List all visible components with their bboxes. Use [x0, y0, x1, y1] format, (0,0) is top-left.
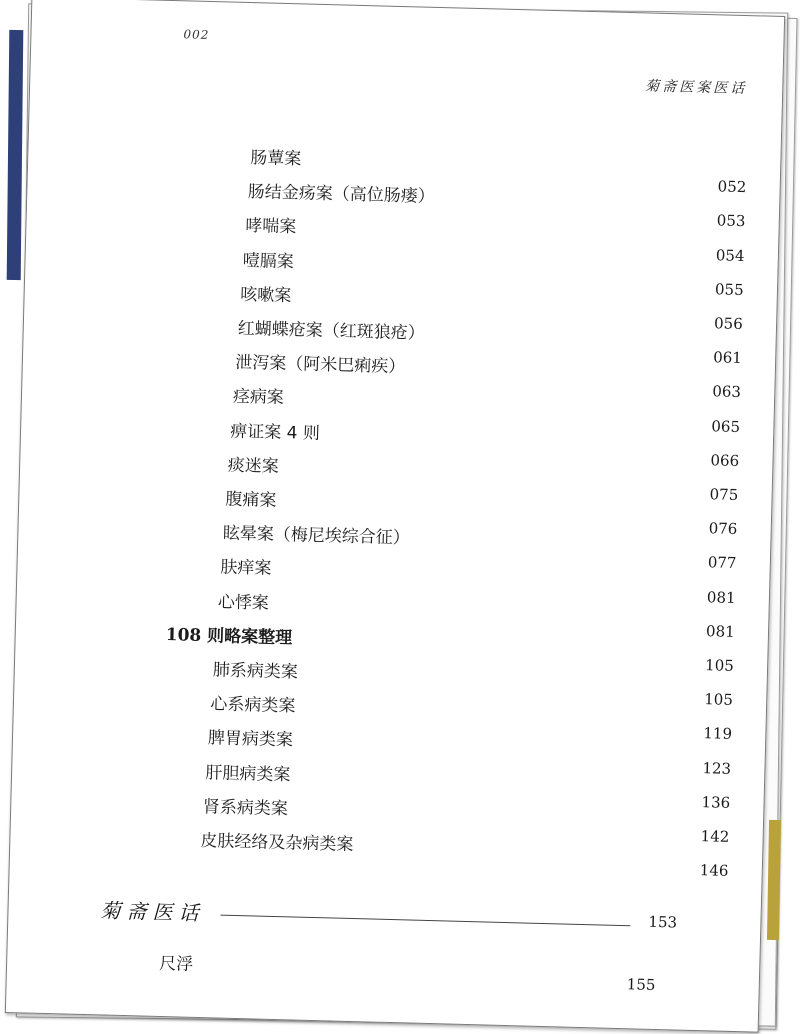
toc-entry[interactable] [225, 485, 785, 526]
toc-entry[interactable] [200, 826, 760, 867]
toc-entry-page: 105 [704, 656, 735, 675]
toc-entry-label: 腹痛案 [225, 489, 277, 511]
section-page: 153 [648, 912, 678, 932]
toc-entry-label: 肝胆病类案 [205, 762, 291, 785]
toc-entry[interactable] [203, 792, 763, 833]
toc-entry-page: 136 [701, 792, 731, 812]
toc-entry-label: 哮喘案 [245, 216, 297, 238]
toc-entry-page: 061 [712, 348, 743, 368]
toc-list [6, 0, 784, 1032]
book-edge-blue [7, 30, 24, 280]
toc-entry-page: 076 [708, 519, 738, 539]
toc-entry-page: 142 [700, 827, 730, 846]
toc-entry-page: 063 [712, 382, 742, 402]
toc-entry-page: 053 [716, 211, 746, 231]
toc-entry-label: 痹证案 4 则 [230, 421, 321, 444]
toc-entry-page: 146 [699, 861, 729, 881]
toc-entry[interactable] [213, 655, 773, 696]
toc-entry-label: 肾系病类案 [202, 796, 289, 820]
toc-entry-label: 咳嗽案 [240, 284, 292, 307]
toc-entry-page: 066 [710, 451, 740, 470]
toc-entry-label: 痰迷案 [227, 455, 280, 477]
subsection-page: 155 [626, 975, 656, 994]
toc-entry-label: 肤痒案 [220, 557, 272, 580]
toc-entry-label: 眩晕案（梅尼埃综合征） [222, 523, 411, 549]
toc-entry[interactable] [235, 348, 795, 389]
toc-entry-label: 心悸案 [217, 591, 270, 614]
toc-entry[interactable] [223, 519, 783, 560]
dot-leader [220, 915, 630, 927]
book-edge-gold [767, 820, 781, 940]
toc-entry-page: 077 [707, 553, 737, 573]
toc-entry-page: 119 [703, 724, 733, 744]
section-title: 菊斋医话 [100, 898, 205, 926]
toc-entry-label: 红蝴蝶疮案（红斑狼疮） [237, 318, 426, 344]
toc-page [5, 0, 785, 1033]
toc-entry-page: 052 [717, 177, 747, 197]
toc-entry-label: 噎膈案 [242, 250, 295, 272]
page-number: 002 [183, 27, 210, 42]
subsection-label: 尺浮 [158, 953, 194, 975]
toc-entry-label: 心系病类案 [210, 694, 296, 717]
toc-entry-label: 108 则略案整理 [165, 624, 293, 649]
toc-entry[interactable] [228, 450, 788, 491]
toc-entry-label: 脾胃病类案 [207, 728, 294, 751]
toc-entry[interactable] [220, 553, 780, 594]
toc-entry[interactable] [230, 416, 790, 457]
toc-entry-label: 皮肤经络及杂病类案 [200, 831, 354, 856]
toc-entry[interactable] [208, 724, 768, 765]
toc-entry-label: 肠蕈案 [250, 148, 302, 170]
toc-entry-label: 肺系病类案 [212, 660, 299, 683]
toc-entry-page: 075 [709, 485, 739, 504]
toc-entry[interactable] [198, 860, 758, 901]
toc-entry-page: 081 [705, 621, 735, 641]
toc-entry[interactable] [233, 382, 793, 423]
toc-entry-page: 054 [715, 245, 745, 265]
toc-entry-page: 081 [706, 587, 736, 607]
toc-entry[interactable] [165, 620, 735, 661]
toc-entry[interactable] [210, 689, 770, 730]
toc-entry-page: 105 [704, 690, 734, 710]
toc-entry-page: 056 [713, 314, 743, 334]
toc-entry-label: 肠结金疡案（高位肠瘘） [247, 182, 435, 208]
toc-entry-page: 055 [714, 280, 744, 299]
toc-entry[interactable] [218, 587, 778, 628]
toc-entry[interactable] [205, 758, 765, 799]
toc-entry-label: 泄泻案（阿米巴痢疾） [235, 352, 406, 378]
toc-entry-page: 065 [711, 416, 741, 436]
running-title: 菊斋医案医话 [645, 78, 748, 98]
toc-entry-page: 123 [702, 758, 732, 778]
toc-entry-label: 痉病案 [232, 387, 285, 409]
